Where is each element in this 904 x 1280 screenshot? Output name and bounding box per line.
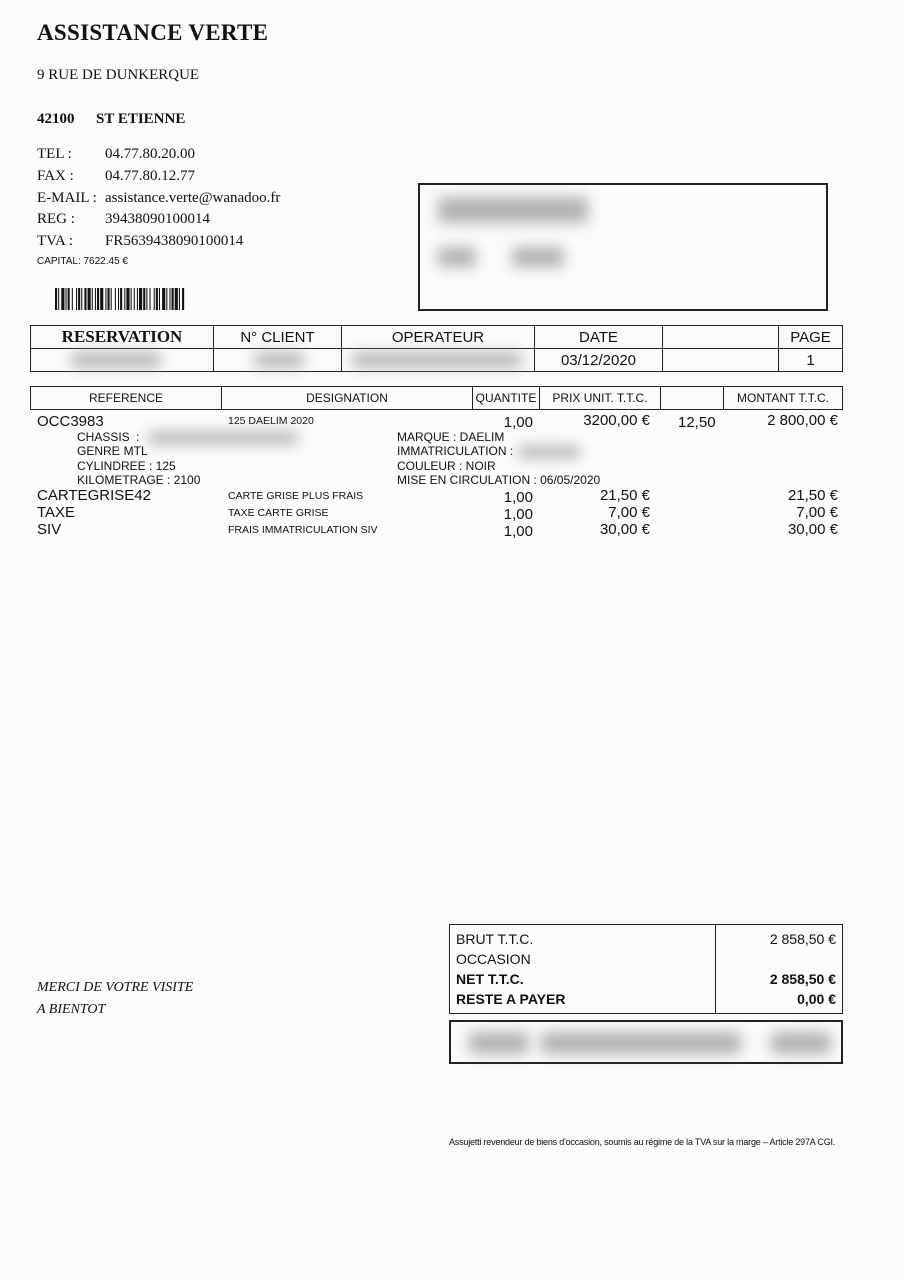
main-item-amount: 2 800,00 €: [767, 412, 838, 429]
item-amount: 21,50 €: [787, 487, 838, 504]
redacted-payment-3: [771, 1032, 831, 1054]
redacted-payment-2: [541, 1032, 741, 1054]
item-amount: 7,00 €: [796, 504, 838, 521]
totals-table: [449, 924, 843, 1014]
thanks-line-1: MERCI DE VOTRE VISITE: [37, 980, 194, 995]
redacted-recipient-postcode: [438, 247, 476, 267]
company-street: 9 RUE DE DUNKERQUE: [37, 67, 200, 83]
reservation-header-table: [30, 325, 843, 372]
brut-label: BRUT T.T.C.: [450, 925, 716, 950]
item-designation: FRAIS IMMATRICULATION SIV: [228, 524, 378, 536]
amount-col-header: MONTANT T.T.C.: [724, 387, 843, 410]
date-value: 03/12/2020: [535, 349, 663, 372]
genre-value: : MTL: [117, 444, 148, 458]
main-item-reference: OCC3983: [37, 413, 104, 430]
lines-header-table: [30, 386, 843, 410]
email-value: assistance.verte@wanadoo.fr: [105, 190, 281, 206]
barcode: [55, 288, 310, 310]
marque-text: MARQUE : DAELIM: [397, 430, 505, 444]
tva-value: FR5639438090100014: [105, 233, 244, 249]
designation-col-header: DESIGNATION: [222, 387, 473, 410]
redacted-client-number: [254, 353, 304, 367]
item-amount: 30,00 €: [787, 521, 838, 538]
company-postcode: 42100: [37, 111, 75, 127]
unit-price-col-header: PRIX UNIT. T.T.C.: [540, 387, 661, 410]
main-item-unit-price: 3200,00 €: [583, 412, 650, 429]
item-quantity: 1,00: [503, 523, 533, 540]
kilometrage-text: KILOMETRAGE : 2100: [77, 473, 201, 487]
company-name: ASSISTANCE VERTE: [37, 20, 269, 45]
reste-a-payer-label: RESTE A PAYER: [450, 989, 716, 1014]
date-header: DATE: [535, 326, 663, 349]
page-header: PAGE: [779, 326, 843, 349]
operator-header: OPERATEUR: [342, 326, 535, 349]
occasion-value: [716, 949, 843, 969]
item-quantity: 1,00: [503, 489, 533, 506]
item-reference: TAXE: [37, 504, 76, 521]
brut-value: 2 858,50 €: [769, 931, 836, 947]
client-number-value: [214, 349, 342, 372]
redacted-chassis: [148, 432, 298, 444]
reste-a-payer-value: 0,00 €: [797, 991, 836, 1007]
item-unit-price: 21,50 €: [599, 487, 650, 504]
item-unit-price: 7,00 €: [608, 504, 650, 521]
reservation-value: [31, 349, 214, 372]
cylindree-text: CYLINDREE : 125: [77, 459, 176, 473]
redacted-recipient-city: [512, 247, 564, 267]
quantity-col-header: QUANTITE: [473, 387, 540, 410]
item-unit-price: 30,00 €: [599, 521, 650, 538]
empty-value: [663, 349, 779, 372]
fax-label: FAX :: [37, 168, 74, 184]
redacted-operator: [352, 353, 522, 367]
thanks-line-2: A BIENTOT: [37, 1002, 106, 1017]
item-designation: CARTE GRISE PLUS FRAIS: [228, 490, 364, 502]
operator-value: [342, 349, 535, 372]
tel-value: 04.77.80.20.00: [105, 146, 195, 162]
company-city: ST ETIENNE: [96, 111, 186, 127]
main-item-designation: 125 DAELIM 2020: [228, 415, 314, 427]
immatriculation-text: IMMATRICULATION :: [397, 444, 514, 458]
reg-value: 39438090100014: [105, 211, 210, 227]
redacted-immatriculation: [518, 446, 580, 458]
page-value: 1: [779, 349, 843, 372]
legal-notice: Assujetti revendeur de biens d'occasion, soumis au régime de la TVA sur la marge – Article 297A CGI.: [449, 1137, 836, 1147]
fax-value: 04.77.80.12.77: [105, 168, 195, 184]
redacted-reservation: [71, 353, 161, 367]
capital-text: CAPITAL: 7622.45 €: [37, 256, 128, 267]
chassis-sep: :: [136, 430, 140, 444]
net-value: 2 858,50 €: [769, 971, 836, 987]
tel-label: TEL :: [37, 146, 72, 162]
reference-col-header: REFERENCE: [31, 387, 222, 410]
couleur-text: COULEUR : NOIR: [397, 459, 496, 473]
email-label: E-MAIL :: [37, 190, 97, 206]
main-item-rate: 12,50: [678, 414, 716, 431]
item-reference: CARTEGRISE42: [37, 487, 151, 504]
mise-en-circulation-text: MISE EN CIRCULATION : 06/05/2020: [397, 473, 601, 487]
redacted-recipient-name: [438, 197, 588, 223]
genre-label: GENRE: [77, 444, 120, 458]
client-number-header: N° CLIENT: [214, 326, 342, 349]
reservation-header: RESERVATION: [31, 326, 214, 349]
tva-label: TVA :: [37, 233, 73, 249]
net-label: NET T.T.C.: [450, 969, 716, 989]
recipient-address-box: [418, 183, 828, 311]
chassis-label: CHASSIS: [77, 430, 130, 444]
item-reference: SIV: [37, 521, 62, 538]
empty-header: [663, 326, 779, 349]
item-quantity: 1,00: [503, 506, 533, 523]
payment-info-box: [449, 1020, 843, 1064]
rate-col-header: [661, 387, 724, 410]
item-designation: TAXE CARTE GRISE: [228, 507, 329, 519]
redacted-payment-1: [469, 1032, 529, 1054]
reg-label: REG :: [37, 211, 75, 227]
occasion-label: OCCASION: [450, 949, 716, 969]
main-item-quantity: 1,00: [503, 414, 533, 431]
